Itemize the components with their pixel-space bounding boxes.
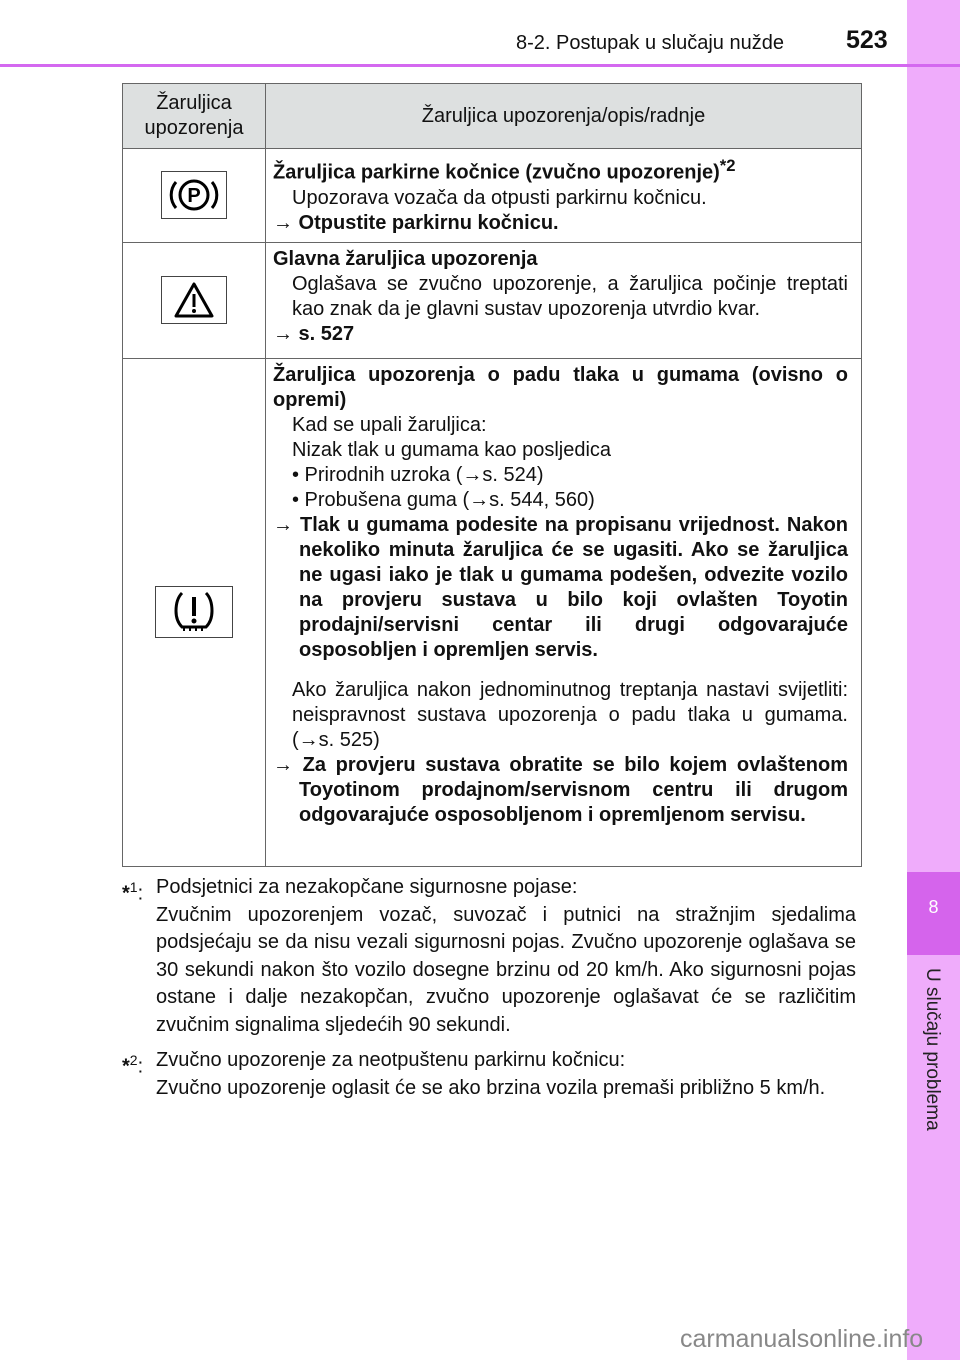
footnotes — [122, 874, 856, 1110]
chapter-label: U slučaju problema — [922, 968, 943, 1131]
column-header-description: Žaruljica upozorenja/opis/radnje — [266, 84, 862, 149]
footnote-body: Zvučnim upozorenjem vozač, suvozač i putnici na stražnjim sjedalima podsjećaju se da nisu vezali sigurnosni pojas. Zvučno upozorenje oglašava se 30 sekundi nakon što vozilo dosegne brzinu od 20 km/h. Ako sigurnosni pojas ostane i dalje nezakopčan, zvučno upozorenje oglašavat će se različitim zvučnim signalima sljedećih 90 sekundi. — [156, 903, 856, 1036]
row-text: Ako žaruljica nakon jednominutnog treptanja nastavi svijetliti: neispravnost sustava upozorenja o padu tlaka u gumama. (→s. 525) — [292, 678, 848, 751]
row-text: Kad se upali žaruljica: — [292, 413, 487, 436]
header-divider — [0, 64, 960, 67]
footnote-body: Zvučno upozorenje oglasit će se ako brzina vozila premaši približno 5 km/h. — [156, 1076, 826, 1099]
footnote: *$^1$: Podsjetnici za nezakopčane sigurnosne pojase: Zvučnim upozorenjem vozač, suvozač i putnici na stražnjim sjedalima podsjećaju se da nisu vezali sigurnosni pojas. Zvučno upozorenje oglašava se 30 sekundi nakon što vozilo dosegne brzinu od 20 km/h. Ako sigurnosni pojas ostane i dalje nezakopčan, zvučno upozorenje oglašavat će se različitim zvučnim signalima sljedećih 90 sekundi. — [122, 874, 856, 1039]
chapter-side-strip — [907, 0, 960, 1360]
chapter-tab[interactable]: 8 — [907, 872, 960, 955]
row-text: Oglašava se zvučno upozorenje, a žaruljica počinje treptati kao znak da je glavni sustav upozorenja utvrdio kvar. — [292, 272, 848, 320]
table-row — [123, 149, 862, 243]
warning-lights-table — [122, 83, 862, 867]
svg-text:P: P — [187, 185, 201, 208]
footnote-mark: * — [122, 882, 130, 905]
row-action: → Otpustite parkirnu kočnicu. — [273, 211, 559, 234]
row-text: Upozorava vozača da otpusti parkirnu kočnicu. — [292, 186, 707, 209]
page-number: 523 — [846, 26, 888, 54]
row-action: → s. 527 — [273, 322, 355, 345]
footnote-ref: *2 — [719, 156, 736, 175]
footnote-number: 2 — [129, 1052, 138, 1068]
row-title: Žaruljica parkirne kočnice (zvučno upozorenje) — [273, 161, 720, 184]
master-warning-icon — [161, 276, 227, 324]
row-action: → Za provjeru sustava obratite se bilo kojem ovlaštenom Toyotinom prodajnom/servisnom centru ili drugom odgovarajuće osposobljenom i opremljenom servisu. — [273, 753, 848, 826]
table-row — [123, 358, 862, 866]
footnote-mark: * — [122, 1055, 130, 1078]
table-row — [123, 242, 862, 358]
column-header-light: Žaruljica upozorenja — [123, 84, 266, 149]
bullet-item: • Probušena guma (→s. 544, 560) — [292, 488, 595, 511]
watermark: carmanualsonline.info — [680, 1325, 924, 1353]
footnote-title: Zvučno upozorenje za neotpuštenu parkirnu kočnicu: — [156, 1049, 626, 1071]
footnote-title: Podsjetnici za nezakopčane sigurnosne pojase: — [156, 876, 578, 898]
bullet-item: • Prirodnih uzroka (→s. 524) — [292, 463, 544, 486]
row-title: Glavna žaruljica upozorenja — [273, 247, 538, 270]
footnote-number: 1 — [129, 879, 138, 895]
section-title: 8-2. Postupak u slučaju nužde — [516, 32, 784, 54]
tire-pressure-icon — [155, 586, 233, 638]
row-action: → Tlak u gumama podesite na propisanu vrijednost. Nakon nekoliko minuta žaruljica će se ugasiti. Ako se žaruljica ne ugasi iako je tlak u gumama podešen, odvezite vozilo na provjeru sustava u bilo koji ovlašten Toyotin prodajni/servisni centar ili drugi odgovarajuće osposobljen i opremljen servis. — [273, 513, 848, 661]
footnote: *$^2$: Zvučno upozorenje za neotpuštenu parkirnu kočnicu: Zvučno upozorenje oglasit će se ako brzina vozila premaši približno 5 km/h. — [122, 1047, 856, 1102]
parking-brake-icon — [161, 171, 227, 219]
row-title: Žaruljica upozorenja o padu tlaka u gumama (ovisno o opremi) — [273, 363, 848, 411]
row-text: Nizak tlak u gumama kao posljedica — [292, 438, 612, 461]
